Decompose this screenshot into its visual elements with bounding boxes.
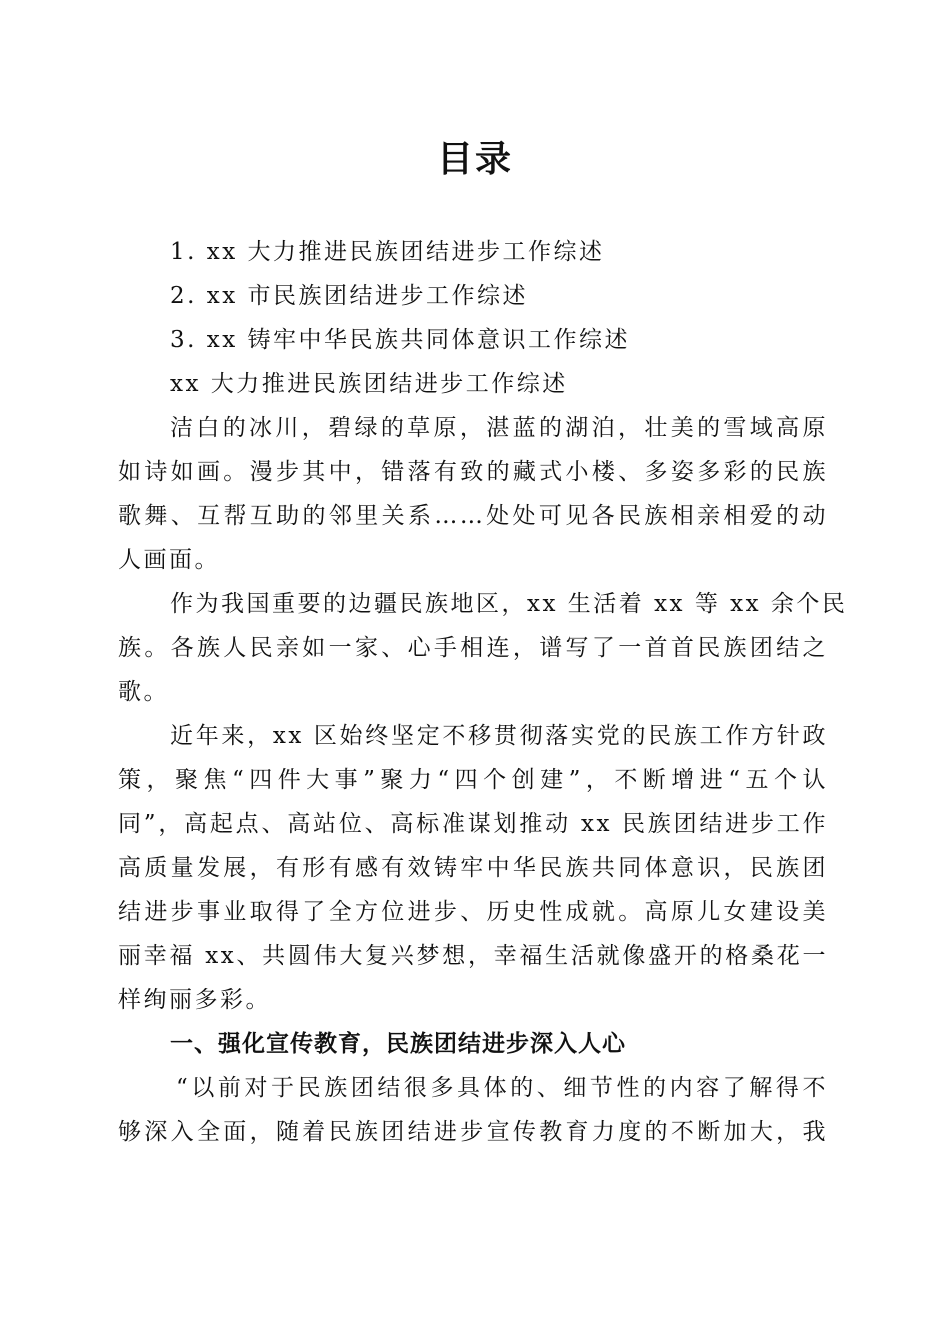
paragraph-line: 近年来，xx 区始终坚定不移贯彻落实党的民族工作方针政 [170, 723, 828, 749]
article-title: xx 大力推进民族团结进步工作综述 [170, 371, 568, 397]
toc-item-3[interactable]: 3. xx 铸牢中华民族共同体意识工作综述 [170, 327, 631, 353]
section-heading: 一、强化宣传教育，民族团结进步深入人心 [170, 1031, 626, 1057]
paragraph-line: 歌。 [118, 679, 169, 705]
paragraph-line: 够深入全面，随着民族团结进步宣传教育力度的不断加大，我 [118, 1119, 828, 1145]
paragraph-line: 人画面。 [118, 547, 220, 573]
paragraph-line: 高质量发展，有形有感有效铸牢中华民族共同体意识，民族团 [118, 855, 828, 881]
paragraph-line: 族。各族人民亲如一家、心手相连，谱写了一首首民族团结之 [118, 635, 828, 661]
paragraph-line: 样绚丽多彩。 [118, 987, 271, 1013]
paragraph-line: 如诗如画。漫步其中，错落有致的藏式小楼、多姿多彩的民族 [118, 459, 828, 485]
paragraph-2 [118, 582, 848, 714]
paragraph-line: 洁白的冰川，碧绿的草原，湛蓝的湖泊，壮美的雪域高原 [170, 415, 828, 441]
toc-item-2[interactable]: 2. xx 市民族团结进步工作综述 [170, 283, 529, 309]
paragraph-1 [118, 406, 828, 582]
paragraph-line: 丽幸福 xx、共圆伟大复兴梦想，幸福生活就像盛开的格桑花一 [118, 943, 828, 969]
paragraph-line: 结进步事业取得了全方位进步、历史性成就。高原儿女建设美 [118, 899, 828, 925]
paragraph-line: “以前对于民族团结很多具体的、细节性的内容了解得不 [176, 1075, 828, 1101]
paragraph-line: 作为我国重要的边疆民族地区，xx 生活着 xx 等 xx 余个民 [170, 591, 848, 617]
paragraph-3 [118, 714, 828, 1022]
paragraph-line: 同”，高起点、高站位、高标准谋划推动 xx 民族团结进步工作 [118, 811, 828, 837]
toc-item-1[interactable]: 1. xx 大力推进民族团结进步工作综述 [170, 239, 605, 265]
quote-paragraph [118, 1066, 828, 1154]
page-title: 目录 [436, 139, 513, 180]
document-body [118, 230, 848, 1154]
paragraph-line: 策，聚焦“四件大事”聚力“四个创建”，不断增进“五个认 [118, 767, 828, 793]
paragraph-line: 歌舞、互帮互助的邻里关系……处处可见各民族相亲相爱的动 [118, 503, 828, 529]
